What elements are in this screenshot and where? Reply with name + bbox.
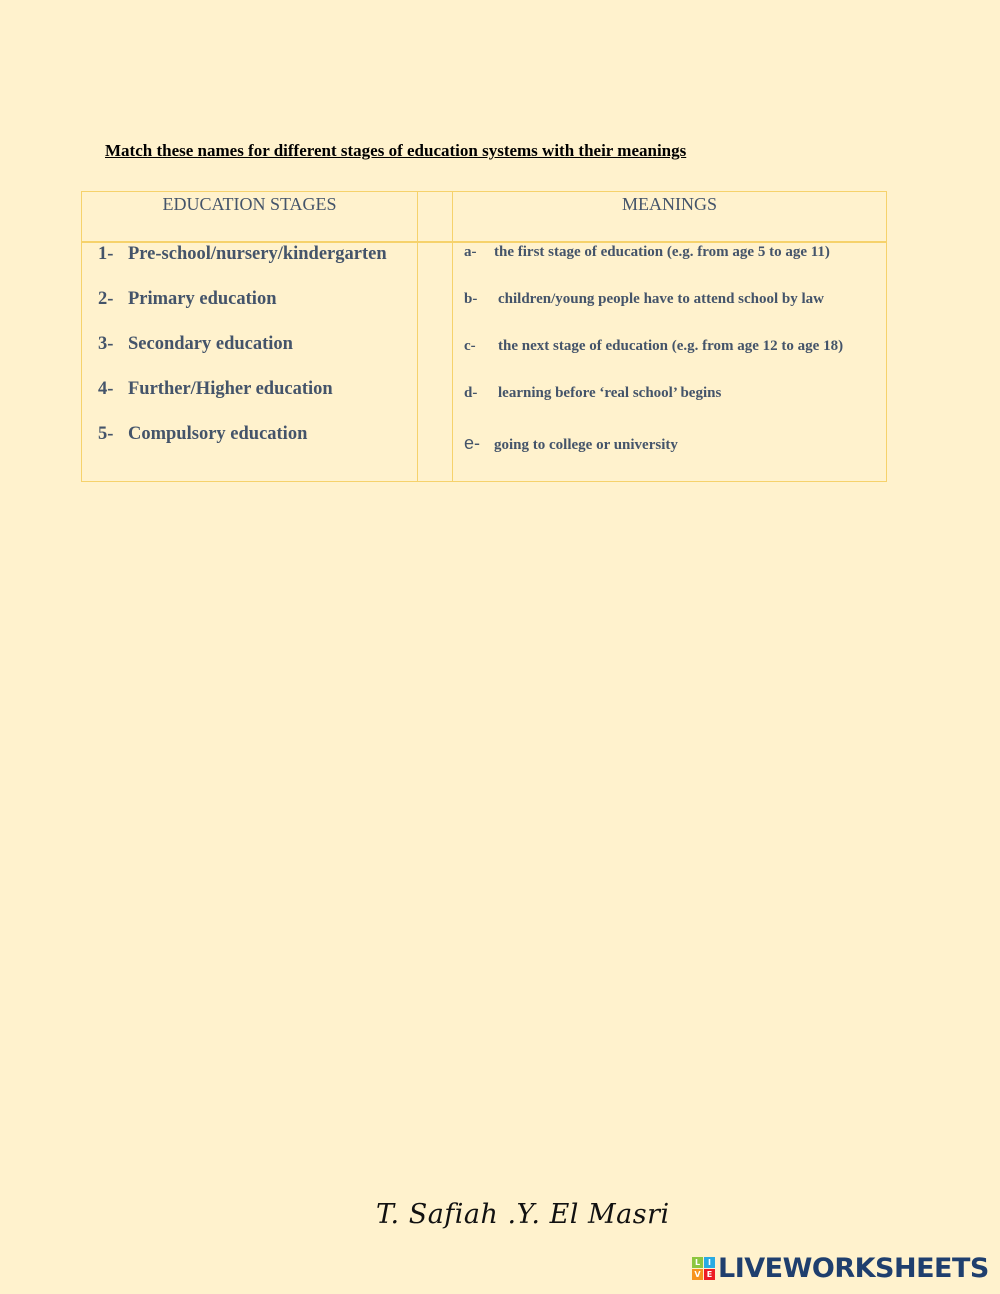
meaning-text: going to college or university <box>494 437 678 453</box>
meaning-text: the next stage of education (e.g. from age 12 to age 18) <box>498 338 844 354</box>
meaning-letter: b- <box>464 291 478 307</box>
logo-mark-letter: V <box>692 1269 703 1280</box>
meaning-text: the first stage of education (e.g. from age 5 to age 11) <box>494 244 830 260</box>
stage-text: Primary education <box>128 289 277 309</box>
column-divider <box>417 192 418 481</box>
stage-text: Further/Higher education <box>128 379 333 399</box>
stage-number: 1- <box>98 244 114 264</box>
logo-mark-letter: E <box>704 1269 715 1280</box>
stage-number: 2- <box>98 289 114 309</box>
meaning-letter: a- <box>464 244 477 260</box>
stage-text: Pre-school/nursery/kindergarten <box>128 244 387 264</box>
header-meanings: MEANINGS <box>621 194 717 214</box>
meaning-letter: e- <box>464 433 481 453</box>
meaning-text: learning before ‘real school’ begins <box>498 385 722 401</box>
stage-item-1 <box>98 244 387 265</box>
matching-table <box>81 191 887 482</box>
meaning-letter: c- <box>464 338 476 354</box>
meaning-item-e <box>464 433 678 454</box>
meaning-item-c <box>464 338 843 355</box>
stage-item-3 <box>98 334 293 355</box>
meaning-text: children/young people have to attend school by law <box>498 291 825 307</box>
liveworksheets-logo-icon <box>692 1257 715 1280</box>
meaning-letter: d- <box>464 385 478 401</box>
header-divider <box>82 241 886 243</box>
author-signature: T. Safiah .Y. El Masri <box>376 1199 670 1230</box>
stage-number: 3- <box>98 334 114 354</box>
logo-text: LIVEWORKSHEETS <box>718 1253 989 1284</box>
logo-mark-letter: I <box>704 1257 715 1268</box>
liveworksheets-logo <box>692 1253 989 1284</box>
stage-number: 4- <box>98 379 114 399</box>
logo-mark-letter: L <box>692 1257 703 1268</box>
stage-text: Compulsory education <box>128 424 308 444</box>
stage-text: Secondary education <box>128 334 293 354</box>
meaning-item-d <box>464 385 721 402</box>
meaning-item-a <box>464 244 830 261</box>
header-education-stages: EDUCATION STAGES <box>162 194 337 214</box>
stage-item-2 <box>98 289 277 310</box>
stage-number: 5- <box>98 424 114 444</box>
stage-item-5 <box>98 424 307 445</box>
column-divider <box>452 192 453 481</box>
stage-item-4 <box>98 379 333 400</box>
instruction-heading: Match these names for different stages of education systems with their meanings <box>105 141 687 160</box>
meaning-item-b <box>464 291 824 308</box>
